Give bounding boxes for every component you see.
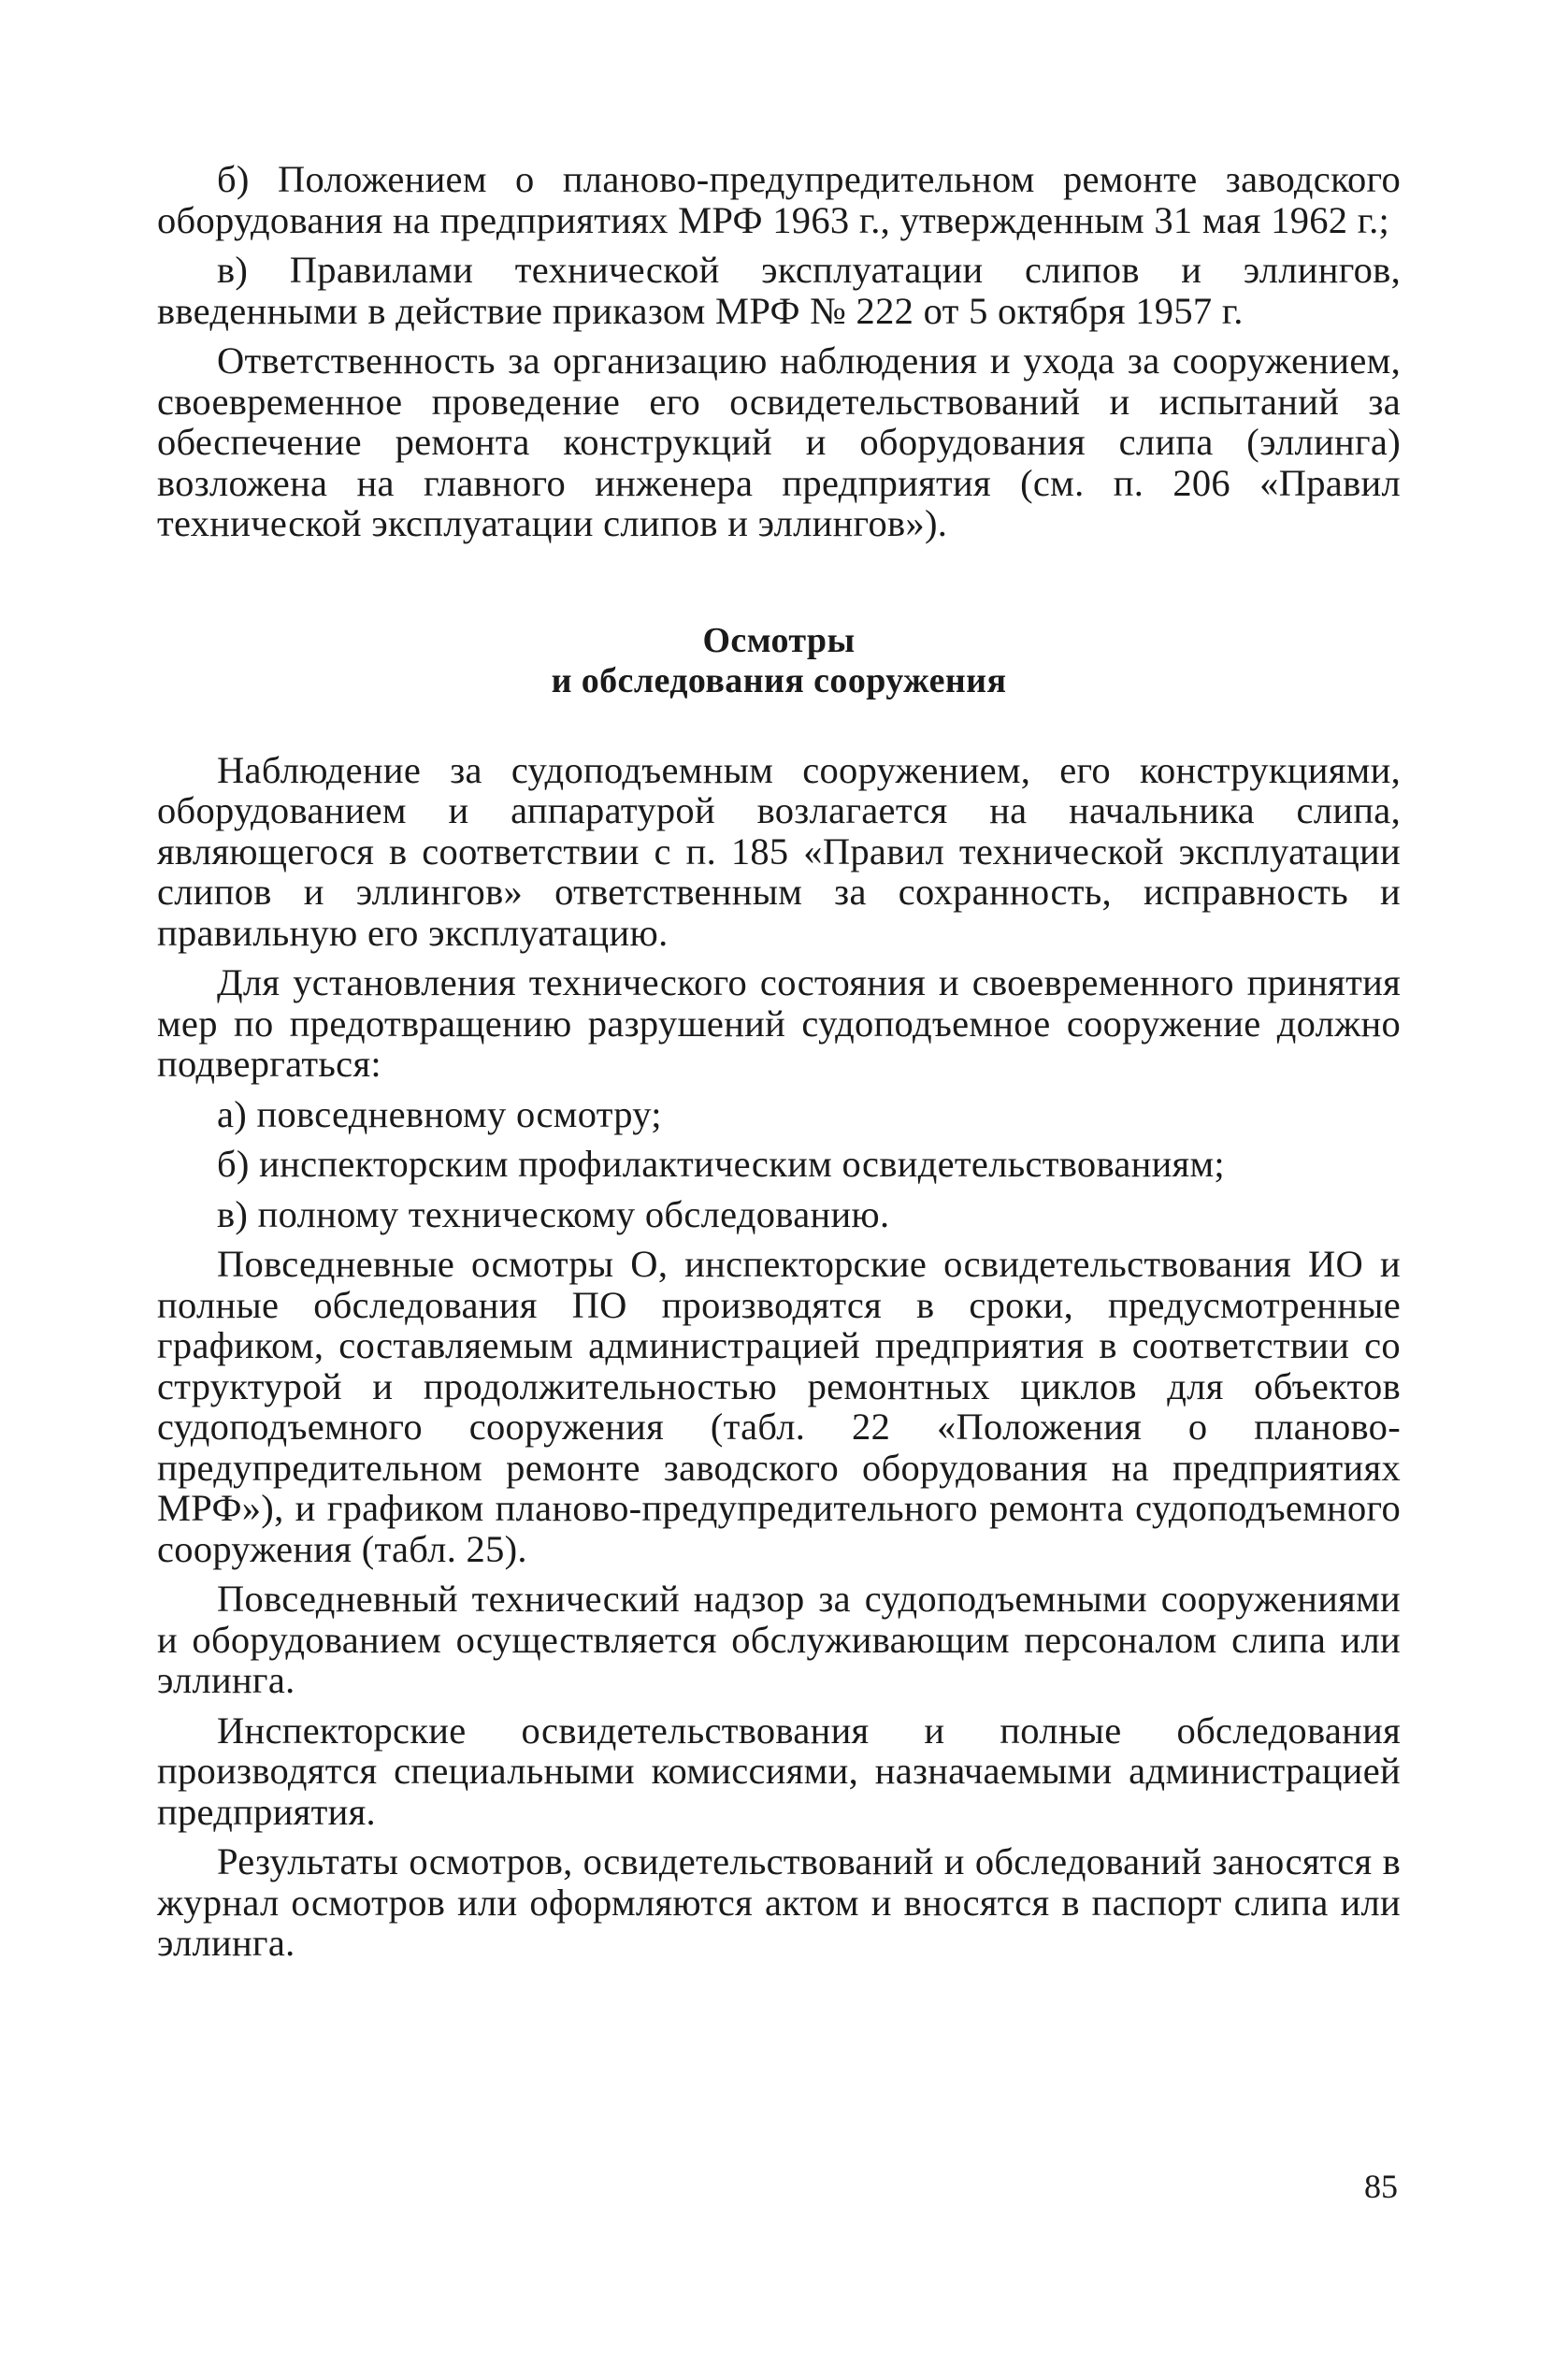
paragraph-commissions: Инспекторские освидетельствования и полные обследования производятся специальными комиссиями, назначаемыми администрацией предприятия. — [157, 1709, 1401, 1833]
list-item-full-examination: в) полному техническому обследованию. — [217, 1192, 890, 1235]
section-heading-line-2: и обследования сооружения — [551, 660, 1007, 700]
paragraph-technical-state: Для установления технического состояния и своевременного принятия мер по предотвращению разрушений судоподъемное сооружение должно подвергаться: — [157, 961, 1401, 1085]
paragraph-regulation-b: б) Положением о планово-предупредительном ремонте заводского оборудования на предприятиях МРФ 1963 г., утвержденным 31 мая 1962 г.; — [157, 158, 1401, 241]
list-item-daily-inspection: а) повседневному осмотру; — [217, 1092, 662, 1135]
paragraph-regulation-v: в) Правилами технической эксплуатации слипов и эллингов, введенными в действие приказом МРФ № 222 от 5 октября 1957 г. — [157, 249, 1401, 332]
paragraph-responsibility: Ответственность за организацию наблюдения и ухода за сооружением, своевременное проведение его освидетельствований и испытаний за обеспечение ремонта конструкций и оборудования слипа (эллинга) возложена на главного инженера предприятия (см. п. 206 «Правил технической эксплуатации слипов и эллингов»). — [157, 339, 1401, 544]
section-heading — [157, 621, 1401, 701]
document-page — [157, 159, 1401, 1973]
section-heading-line-1: Осмотры — [702, 620, 856, 660]
list-item-inspector-survey: б) инспекторским профилактическим освидетельствованиям; — [217, 1143, 1225, 1185]
paragraph-observation: Наблюдение за судоподъемным сооружением, его конструкциями, оборудованием и аппаратурой возлагается на начальника слипа, являющегося в соответствии с п. 185 «Правил технической эксплуатации слипов и эллингов» ответственным за сохранность, исправность и правильную его эксплуатацию. — [157, 748, 1401, 954]
page-number: 85 — [1364, 2168, 1398, 2205]
paragraph-daily-supervision: Повседневный технический надзор за судоподъемными сооружениями и оборудованием осуществляется обслуживающим персоналом слипа или эллинга. — [157, 1578, 1401, 1701]
paragraph-schedule: Повседневные осмотры О, инспекторские освидетельствования ИО и полные обследования ПО производятся в сроки, предусмотренные графиком, составляемым администрацией предприятия в соответствии со структурой и продолжительностью ремонтных циклов для объектов судоподъемного сооружения (табл. 22 «Положения о планово-предупредительном ремонте заводского оборудования на предприятиях МРФ»), и графиком планово-предупредительного ремонта судоподъемного сооружения (табл. 25). — [157, 1243, 1401, 1570]
paragraph-results: Результаты осмотров, освидетельствований и обследований заносятся в журнал осмотров или оформляются актом и вносятся в паспорт слипа или эллинга. — [157, 1840, 1401, 1964]
